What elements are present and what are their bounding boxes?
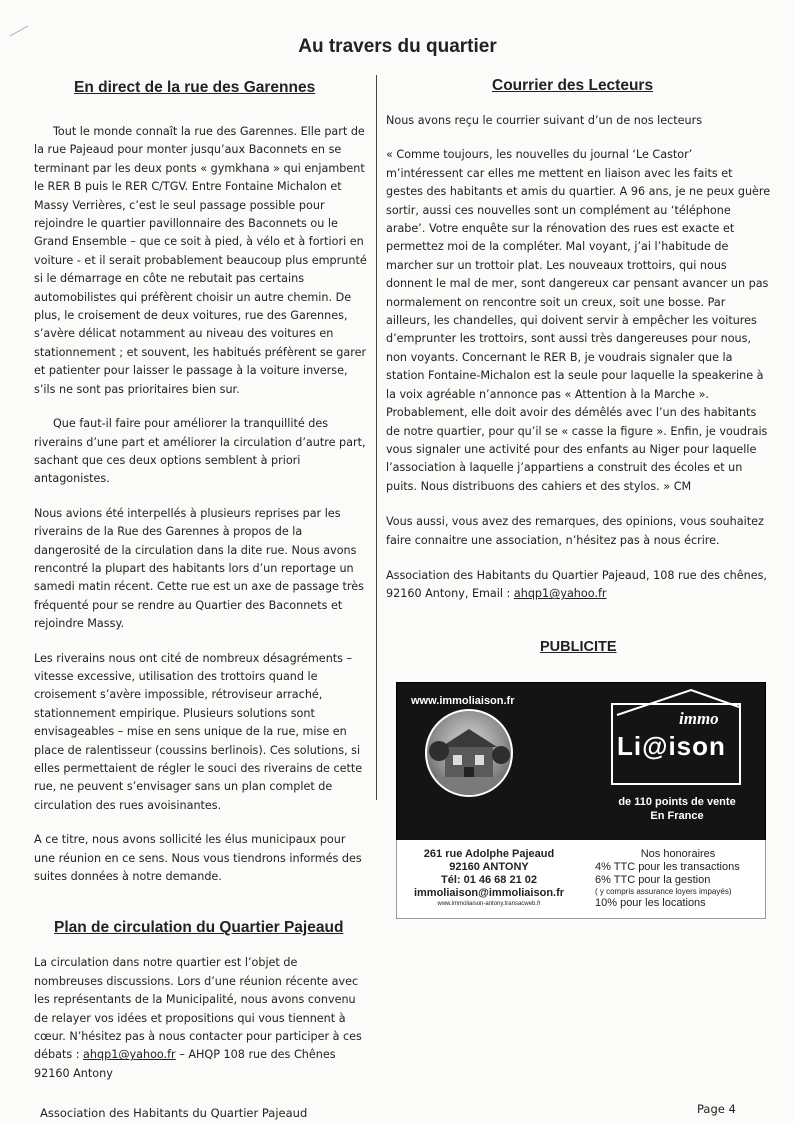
fee-line: 10% pour les locations — [595, 897, 706, 909]
paragraph: Tout le monde connaît la rue des Garennes. Elle part de la rue Pajeaud pour monter jusqu’aux Baconnets en se terminant par les deux ponts « gymkhana » qui enjambent le RER B puis le RER C/TGV. Entre Fontaine Michalon et Massy Verrières, c’est le seul passage possible pour rejoindre le quartier pavillonnaire des Baconnets ou le Grand Ensemble – que ce soit à pied, à vélo et à fortiori en voiture - et il serait probablement beaucoup plus emprunté si le démarrage en côte ne rebutait pas certains automobilistes qui préfèrent choisir un autre chemin. De plus, le croisement de deux voitures, rue des Garennes, s’avère délicat notamment au niveau des voitures en stationnement ; et souvent, les habitués préfèrent se garer et patienter pour laisser le passage à la voiture inverse, s’ils ne sont pas prioritaires bien sur. — [34, 125, 367, 396]
ad-logo — [611, 703, 741, 785]
roof-icon — [611, 687, 741, 717]
points-line: En France — [650, 810, 704, 822]
ad-building-photo — [425, 709, 513, 797]
ad-points-de-vente — [597, 795, 757, 823]
fee-line: 6% TTC pour la gestion — [595, 874, 711, 886]
paragraph: Que faut-il faire pour améliorer la tranquillité des riverains d’une part et améliorer la circulation d’autre part, sachant que ces deux options semblent à priori antagonistes. — [34, 417, 366, 486]
section-heading-plan: Plan de circulation du Quartier Pajeaud — [54, 919, 344, 937]
email-link[interactable]: ahqp1@yahoo.fr — [513, 587, 607, 601]
ad-website-secondary[interactable]: www.immoliaison-antony.transacweb.fr — [437, 901, 541, 907]
paragraph-text: La circulation dans notre quartier est l’objet de nombreuses discussions. Lors d’une réunion récente avec les représentants de la Municipalité, nous avons convenu de relayer vos idées et propositions qui vous tiennent à cœur. N’hésitez pas à nous contacter pour participer à ces débats : — [34, 956, 362, 1062]
paragraph: Nous avions été interpellés à plusieurs reprises par les riverains de la Rue des Garennes à propos de la dangerosité de la circulation dans la dite rue. Nous avons rencontré la plupart des habitants lors d’un reportage un samedi matin récent. Cette rue est un axe de passage très fréquenté pour se rendre au Quartier des Baconnets et rejoindre Massy. — [34, 506, 364, 631]
advertisement — [396, 682, 766, 842]
ad-address — [401, 848, 577, 909]
advertisement-contact-panel — [396, 840, 766, 919]
letter-paragraph: « Comme toujours, les nouvelles du journal ‘Le Castor’ m’intéressent car elles me mettent en liaison avec les faits et gestes des habitants et amis du quartier. A 96 ans, je ne peux guère sortir, aussi ces nouvelles sont un complément au ‘téléphone arabe’. Votre enquête sur la rénovation des rues est exacte et permettez moi de la compléter. Mal voyant, j’ai l’habitude de marcher sur un trottoir plat. Les nouveaux trottoirs, qui nous donnent le mal de mer, sont dangereux car pensant avancer un pas normalement on rencontre soit un creux, soit une bosse. Par ailleurs, les chandelles, qui doivent servir à empêcher les voitures d’emprunter les trottoirs, sont aussi très dangereuses pour nous, non voyants. Concernant le RER B, je voudrais signaler que la station Fontaine-Michalon est la seule pour laquelle la speakerine à la voix agréable n’annonce pas « Attention à la Marche ». — [386, 148, 771, 401]
page-number: Page 4 — [697, 1102, 736, 1116]
staple-mark-icon — [8, 24, 30, 38]
paragraph: Vous aussi, vous avez des remarques, des opinions, vous souhaitez faire connaitre une association, n’hésitez pas à nous écrire. — [386, 515, 764, 547]
fee-line: 4% TTC pour les transactions — [595, 861, 740, 873]
contact-text: Association des Habitants du Quartier Pajeaud, 108 rue des chênes, 92160 Antony, Email : — [386, 568, 767, 601]
address-line: 92160 ANTONY — [449, 861, 529, 873]
footer-association: Association des Habitants du Quartier Pajeaud — [40, 1106, 308, 1120]
section-heading-garennes: En direct de la rue des Garennes — [74, 79, 316, 96]
paragraph: Nous avons reçu le courrier suivant d’un de nos lecteurs — [386, 114, 703, 127]
right-column — [386, 76, 772, 604]
column-divider — [376, 75, 377, 800]
logo-immo-text: immo — [679, 709, 719, 728]
logo-liaison-text: Li@ison — [617, 731, 726, 761]
letter-paragraph: Probablement, elle doit avoir des démêlés avec l’un des habitants de notre quartier, pour qu’il se « casse la figure ». Enfin, je voudrais vous signaler une activité pour des enfants au Niger pour laquelle l’association à laquelle j’appartiens a construit des écoles et un puits. Nous distribuons des cahiers et des stylos. » CM — [386, 406, 768, 493]
paragraph-text: – AHQP 108 rue des Chênes 92160 Antony — [34, 1048, 336, 1080]
ad-fees — [595, 848, 761, 910]
publicite-heading: PUBLICITE — [540, 639, 617, 655]
fee-note: ( y compris assurance loyers impayés) — [595, 887, 732, 896]
phone-number: Tél: 01 46 68 21 02 — [440, 874, 537, 886]
paragraph: A ce titre, nous avons sollicité les élus municipaux pour une réunion en ce sens. Nous vous tiendrons informés des suites données à notre demande. — [34, 833, 362, 884]
paragraph: Les riverains nous ont cité de nombreux désagréments – vitesse excessive, utilisation des trottoirs quand le croisement s’avère impossible, rétroviseur arraché, stationnement empirique. Plusieurs solutions sont envisageables – mise en sens unique de la rue, mise en place de ralentisseur (coussins berlinois). Ces solutions, si elles permettaient de régler le souci des riverains de cette rue, ne peuvent s’envisager sans un plan complet de circulation des rues avoisinantes. — [34, 651, 363, 812]
section-heading-courrier: Courrier des Lecteurs — [492, 77, 654, 94]
page-title: Au travers du quartier — [298, 36, 497, 57]
email-link[interactable]: ahqp1@yahoo.fr — [83, 1048, 176, 1062]
paragraph — [386, 567, 772, 604]
address-line: 261 rue Adolphe Pajeaud — [423, 848, 555, 860]
left-column — [34, 78, 367, 1083]
ad-email[interactable]: immoliaison@immoliaison.fr — [413, 887, 565, 899]
ad-website[interactable]: www.immoliaison.fr — [411, 695, 515, 707]
fees-title: Nos honoraires — [640, 848, 716, 860]
points-line: de 110 points de vente — [618, 796, 736, 808]
paragraph — [34, 954, 367, 1083]
